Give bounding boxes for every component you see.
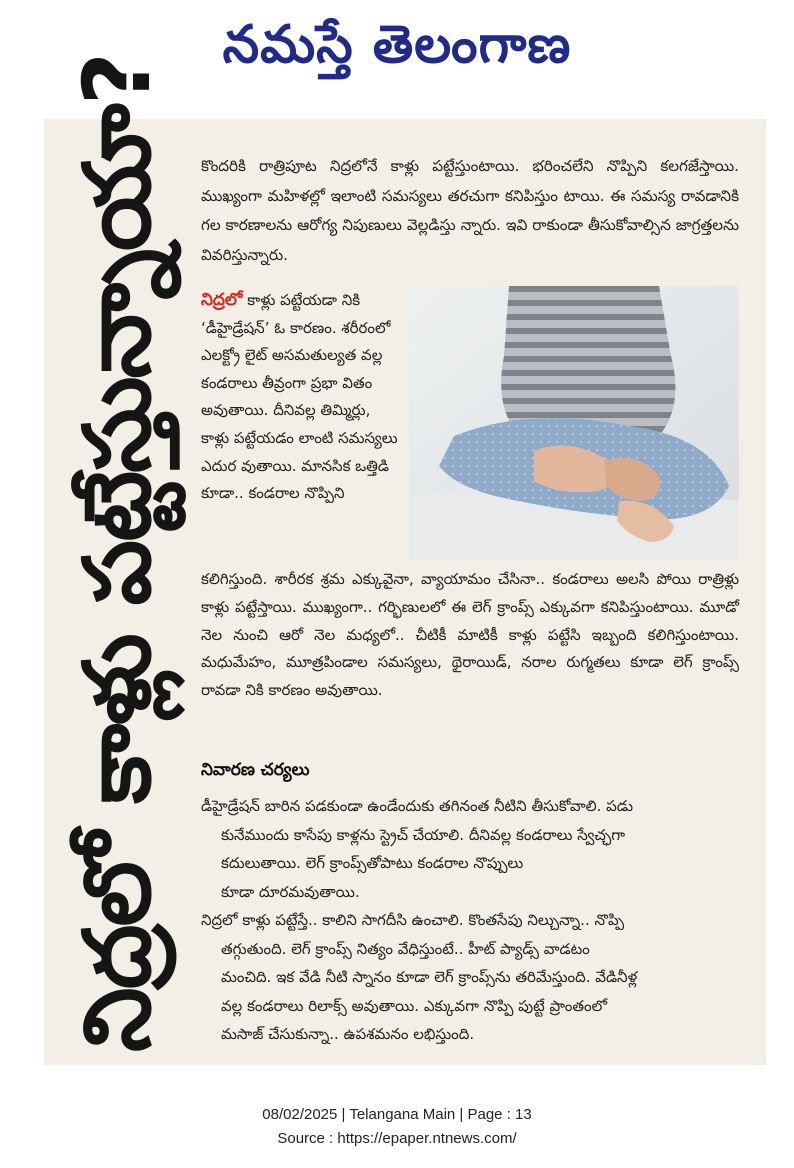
body-lead-word: నిద్రలో [201, 290, 243, 310]
remedy-item-2 [201, 906, 741, 1049]
remedy-line: కదులుతాయి. లెగ్ క్రాంప్స్‌తోపాటు కండరాల నొప్పులు [221, 854, 524, 872]
body-column-text: కాళ్లు పట్టేయడా నికి ‘డీహైడ్రేషన్’ ఓ కారణం. శరీరంలో ఎలక్ట్రో లైట్ అసమతుల్యత వల్ల కండరాలు తీవ్రంగా ప్రభా వితం అవుతాయి. దీనివల్ల తిమ్మిర్లు, కాళ్లు పట్టేయడం లాంటి సమస్యలు ఎదుర వుతాయి. మానసిక ఒత్తిడి కూడా.. కండరాల నొప్పిని [201, 291, 398, 503]
footer-source-link[interactable]: Source : https://epaper.ntnews.com/ [277, 1130, 517, 1147]
article-intro: కొందరికి రాత్రిపూట నిద్రలోనే కాళ్లు పట్టేస్తుంటాయి. భరించలేని నొప్పిని కలగజేస్తాయి. ముఖ్యంగా మహిళల్లో ఇలాంటి సమస్యలు తరచుగా కనిపిస్తుం టాయి. ఈ సమస్య రావడానికి గల కారణాలను ఆరోగ్య నిపుణులు వెల్లడిస్తు న్నారు. ఇవి రాకుండా తీసుకోవాల్సిన జాగ్రత్తలను వివరిస్తున్నారు. [201, 157, 739, 264]
article-body-column [201, 287, 401, 508]
article-photo [409, 286, 739, 560]
remedy-line: తగ్గుతుంది. లెగ్ క్రాంప్స్ నిత్యం వేధిస్తుంటే.. హీట్ ప్యాడ్స్ వాడటం [221, 939, 590, 958]
remedy-line: కునేముందు కాసేపు కాళ్లను స్ట్రెచ్ చేయాలి. దీనివల్ల కండరాలు స్వేచ్ఛగా [221, 825, 626, 844]
masthead-logo: నమస్తే తెలంగాణ [222, 15, 572, 75]
remedy-line: కూడా దూరమవుతాయి. [221, 882, 360, 901]
article-headline: నిద్రలో కాళ్లు పట్టేస్తున్నాయా? [64, 54, 171, 1052]
remedy-line: డీహైడ్రేషన్ బారిన పడకుండా ఉండేందుకు తగినంత నీటిని తీసుకోవాలి. పడు [201, 797, 634, 815]
remedy-item-1 [201, 792, 741, 906]
article-body-wide: కలిగిస్తుంది. శారీరక శ్రమ ఎక్కువైనా, వ్యాయామం చేసినా.. కండరాలు అలసి పోయి రాత్రిళ్లు కాళ్లు పట్టేస్తాయి. ముఖ్యంగా.. గర్భిణులలో ఈ లెగ్ క్రాంప్స్ ఎక్కువగా కనిపిస్తుంటాయి. మూడో నెల నుంచి ఆరో నెల మధ్యలో.. చీటికీ మాటికీ కాళ్లు పట్టేసి ఇబ్బంది కలిగిస్తుంటాయి. మధుమేహం, మూత్రపిండాల సమస్యలు, థైరాయిడ్, నరాల రుగ్మతలు కూడా లెగ్ క్రాంప్స్ రావడా నికి కారణం అవుతాయి. [201, 570, 739, 700]
remedy-line: మంచిది. ఇక వేడి నీటి స్నానం కూడా లెగ్ క్రాంప్స్‌ను తరిమేస్తుంది. వేడినీళ్ల [221, 968, 638, 986]
remedy-line: నిద్రలో కాళ్లు పట్టేస్తే.. కాలిని సాగదీసి ఉంచాలి. కొంతసేపు నిల్చున్నా.. నొప్పి [201, 911, 625, 929]
remedy-line: మసాజ్ చేసుకున్నా.. ఉపశమనం లభిస్తుంది. [221, 1025, 475, 1043]
remedies-heading: నివారణ చర్యలు [201, 760, 310, 780]
footer-date-edition: 08/02/2025 | Telangana Main | Page : 13 [262, 1106, 532, 1123]
remedy-line: వల్ల కండరాలు రిలాక్స్ అవుతాయి. ఎక్కువగా నొప్పి పుట్టే ప్రాంతంలో [221, 996, 608, 1015]
